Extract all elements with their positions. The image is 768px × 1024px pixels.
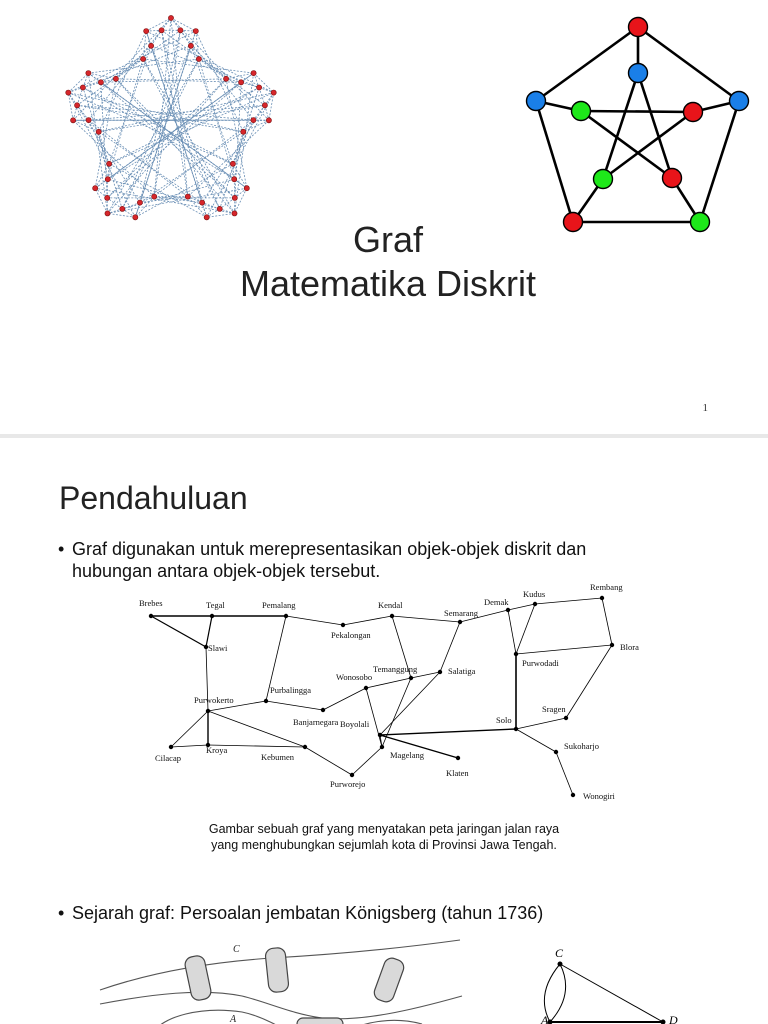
city-label: Sragen xyxy=(542,704,566,714)
city-label: Salatiga xyxy=(448,666,476,676)
city-node xyxy=(364,686,368,690)
city-label: Wonogiri xyxy=(583,791,615,801)
road-edge xyxy=(516,729,556,752)
city-label: Banjarnegara xyxy=(293,717,339,727)
road-edge xyxy=(323,688,366,710)
flower-vertex xyxy=(217,206,222,211)
slide-divider xyxy=(0,434,768,438)
petersen-vertex xyxy=(684,103,703,122)
slide-pendahuluan xyxy=(0,440,768,1024)
road-edge xyxy=(171,745,208,747)
bullet-icon: • xyxy=(58,539,65,559)
flower-vertex xyxy=(93,186,98,191)
flower-vertex xyxy=(271,90,276,95)
city-label: Kroya xyxy=(206,745,228,755)
road-edge xyxy=(556,752,573,795)
bullet-icon: • xyxy=(58,903,65,923)
city-node xyxy=(610,643,614,647)
flower-vertex xyxy=(193,29,198,34)
city-label: Pekalongan xyxy=(331,630,371,640)
city-label: Purworejo xyxy=(330,779,366,789)
road-edge xyxy=(352,747,382,775)
flower-vertex xyxy=(251,118,256,123)
road-edge xyxy=(266,701,323,710)
city-node xyxy=(571,793,575,797)
flower-vertex xyxy=(232,195,237,200)
konigsberg-graph xyxy=(535,944,695,1024)
flower-vertex xyxy=(196,56,201,61)
city-label: Temanggung xyxy=(373,664,418,674)
city-label: Kudus xyxy=(523,589,546,599)
city-node xyxy=(284,614,288,618)
page-number: 1 xyxy=(702,402,708,414)
road-edge xyxy=(440,622,460,672)
city-label: Brebes xyxy=(139,598,163,608)
road-edge xyxy=(305,747,352,775)
flower-vertex xyxy=(98,80,103,85)
petersen-graph-image xyxy=(518,10,758,240)
city-node xyxy=(554,750,558,754)
flower-vertex xyxy=(266,118,271,123)
flower-vertex xyxy=(144,29,149,34)
bullet-1-line-1: Graf digunakan untuk merepresentasikan objek-objek diskrit dan xyxy=(72,539,587,559)
city-label: Tegal xyxy=(206,600,225,610)
flower-vertex xyxy=(107,161,112,166)
slide-title xyxy=(0,0,768,432)
road-edge xyxy=(151,616,206,647)
city-node xyxy=(321,708,325,712)
flower-vertex xyxy=(232,177,237,182)
city-label: Semarang xyxy=(444,608,478,618)
flower-graph-image xyxy=(56,14,286,234)
petersen-vertex xyxy=(663,169,682,188)
city-node xyxy=(458,620,462,624)
petersen-vertex xyxy=(594,170,613,189)
flower-vertex xyxy=(239,80,244,85)
flower-vertex xyxy=(257,85,262,90)
city-node xyxy=(456,756,460,760)
city-label: Boyolali xyxy=(340,719,370,729)
road-edge xyxy=(516,604,535,654)
flower-vertex xyxy=(224,76,229,81)
flower-vertex xyxy=(71,118,76,123)
road-edge xyxy=(380,672,440,735)
vertex-label-d: D xyxy=(669,1013,678,1024)
road-edge xyxy=(508,604,535,610)
road-edge xyxy=(366,688,382,747)
title-line-1: Graf xyxy=(352,219,423,260)
petersen-vertex xyxy=(730,92,749,111)
flower-vertex xyxy=(185,194,190,199)
city-node xyxy=(169,745,173,749)
city-node xyxy=(210,614,214,618)
road-edge xyxy=(508,610,516,654)
city-node xyxy=(341,623,345,627)
city-node xyxy=(390,614,394,618)
city-node xyxy=(350,773,354,777)
city-node xyxy=(378,733,382,737)
konigsberg-bridges-image xyxy=(92,934,472,1024)
city-label: Kendal xyxy=(378,600,403,610)
city-node xyxy=(438,670,442,674)
city-label: Kebumen xyxy=(261,752,295,762)
flower-vertex xyxy=(105,177,110,182)
flower-vertex xyxy=(178,28,183,33)
flower-vertex xyxy=(96,129,101,134)
city-node xyxy=(409,676,413,680)
city-label: Pemalang xyxy=(262,600,296,610)
petersen-vertex xyxy=(629,64,648,83)
city-label: Solo xyxy=(496,715,512,725)
road-edge xyxy=(516,645,612,654)
flower-vertex xyxy=(141,56,146,61)
city-node xyxy=(564,716,568,720)
city-label: Rembang xyxy=(590,582,623,592)
road-edge xyxy=(366,678,411,688)
flower-vertex xyxy=(120,206,125,211)
city-node xyxy=(149,614,153,618)
city-node xyxy=(303,745,307,749)
road-edge xyxy=(602,598,612,645)
city-label: Wonosobo xyxy=(336,672,373,682)
city-node xyxy=(600,596,604,600)
city-label: Purwokerto xyxy=(194,695,234,705)
city-label: Slawi xyxy=(208,643,228,653)
city-node xyxy=(206,709,210,713)
city-node xyxy=(533,602,537,606)
flower-vertex xyxy=(241,129,246,134)
city-label: Cilacap xyxy=(155,753,181,763)
flower-vertex xyxy=(262,103,267,108)
road-edge xyxy=(343,616,392,625)
city-label: Sukoharjo xyxy=(564,741,599,751)
city-node xyxy=(514,652,518,656)
region-label-a: A xyxy=(230,1014,237,1024)
road-edge xyxy=(516,718,566,729)
vertex-label-a: A xyxy=(541,1013,549,1024)
slide-heading: Pendahuluan xyxy=(59,480,248,516)
flower-vertex xyxy=(168,15,173,20)
flower-vertex xyxy=(152,194,157,199)
road-edge xyxy=(566,645,612,718)
bullet-point-1 xyxy=(58,538,698,582)
city-label: Blora xyxy=(620,642,639,652)
city-label: Magelang xyxy=(390,750,424,760)
flower-vertex xyxy=(149,43,154,48)
flower-vertex xyxy=(200,200,205,205)
flower-vertex xyxy=(105,195,110,200)
city-label: Purbalingga xyxy=(270,685,312,695)
caption-line-1: Gambar sebuah graf yang menyatakan peta jaringan jalan raya xyxy=(208,822,560,836)
bullet-1-line-2: hubungan antara objek-objek tersebut. xyxy=(72,561,381,581)
road-edge xyxy=(171,711,208,747)
road-edge xyxy=(208,711,305,747)
city-node xyxy=(380,745,384,749)
flower-vertex xyxy=(113,76,118,81)
flower-vertex xyxy=(159,28,164,33)
petersen-vertex xyxy=(527,92,546,111)
bullet-point-2 xyxy=(58,902,698,924)
city-label: Purwodadi xyxy=(522,658,559,668)
flower-vertex xyxy=(251,71,256,76)
vertex-label-c: C xyxy=(555,946,564,960)
flower-vertex xyxy=(137,200,142,205)
flower-vertex xyxy=(86,118,91,123)
flower-vertex xyxy=(66,90,71,95)
title-line-2: Matematika Diskrit xyxy=(239,263,537,304)
flower-vertex xyxy=(230,161,235,166)
city-label: Demak xyxy=(484,597,509,607)
petersen-vertex xyxy=(629,18,648,37)
city-label: Klaten xyxy=(446,768,469,778)
flower-vertex xyxy=(86,71,91,76)
road-edge xyxy=(286,616,343,625)
city-node xyxy=(506,608,510,612)
flower-vertex xyxy=(232,211,237,216)
road-network-graph xyxy=(130,580,650,805)
caption-line-2: yang menghubungkan sejumlah kota di Provinsi Jawa Tengah. xyxy=(211,838,557,852)
city-node xyxy=(514,727,518,731)
city-node xyxy=(264,699,268,703)
flower-vertex xyxy=(188,43,193,48)
flower-vertex xyxy=(80,85,85,90)
bullet-2-text: Sejarah graf: Persoalan jembatan Königsberg (tahun 1736) xyxy=(72,903,544,923)
flower-vertex xyxy=(105,211,110,216)
flower-vertex xyxy=(244,186,249,191)
region-label-c: C xyxy=(233,944,240,955)
petersen-vertex xyxy=(572,102,591,121)
flower-vertex xyxy=(75,103,80,108)
road-edge xyxy=(380,729,516,735)
